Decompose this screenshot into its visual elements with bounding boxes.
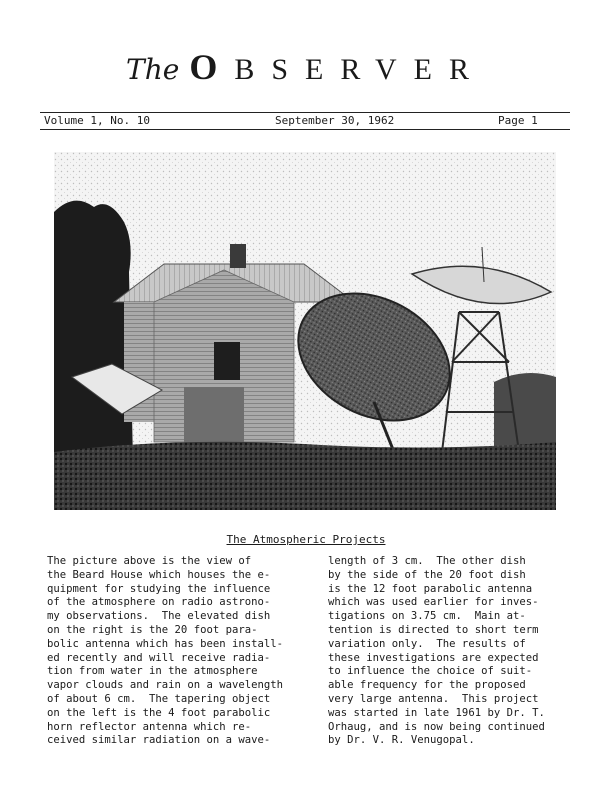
issue-page: Page 1 <box>498 114 538 127</box>
article-line: bolic antenna which has been install- <box>47 637 283 650</box>
observatory-photo <box>54 152 556 510</box>
article-line: was started in late 1961 by Dr. T. <box>328 706 545 719</box>
article-line: on the left is the 4 foot parabolic <box>47 706 271 719</box>
article-line: is the 12 foot parabolic antenna <box>328 582 533 595</box>
issue-date: September 30, 1962 <box>275 114 395 127</box>
issue-volume: Volume 1, No. 10 <box>44 114 150 127</box>
article-line: tention is directed to short term <box>328 623 539 636</box>
article-title: The Atmospheric Projects <box>226 533 386 546</box>
article-line: by Dr. V. R. Venugopal. <box>328 734 475 747</box>
article-line: quipment for studying the influence <box>47 582 271 595</box>
article-line: tigations on 3.75 cm. Main at- <box>328 610 526 623</box>
article-line: very large antenna. This project <box>328 692 539 705</box>
article-line: horn reflector antenna which re- <box>47 720 252 733</box>
masthead-title <box>189 47 486 87</box>
article-line: variation only. The results of <box>328 637 526 650</box>
masthead <box>0 46 612 96</box>
article-line: the Beard House which houses the e- <box>47 568 271 581</box>
article-column-left <box>47 555 283 748</box>
issue-line <box>44 114 544 128</box>
article-line: these investigations are expected <box>328 651 539 664</box>
photo-house-chimney <box>230 244 246 268</box>
article-line: of the atmosphere on radio astrono- <box>47 596 271 609</box>
article-line: ceived similar radiation on a wave- <box>47 734 271 747</box>
masthead-the: The <box>126 53 180 86</box>
article-line: The picture above is the view of <box>47 555 252 567</box>
article-line: vapor clouds and rain on a wavelength <box>47 679 283 692</box>
article-line: ed recently and will receive radia- <box>47 651 271 664</box>
header-rule-bottom <box>40 129 570 130</box>
article-line: to influence the choice of suit- <box>328 665 533 678</box>
article-line: of about 6 cm. The tapering object <box>47 692 271 705</box>
article-line: on the right is the 20 foot para- <box>47 623 258 636</box>
masthead-title-rest: BSERVER <box>234 53 486 86</box>
article-line: my observations. The elevated dish <box>47 610 271 623</box>
article-line: able frequency for the proposed <box>328 679 526 692</box>
article-line: Orhaug, and is now being continued <box>328 720 545 733</box>
article-line: tion from water in the atmosphere <box>47 665 258 678</box>
photo-ground <box>54 442 556 510</box>
article-line: by the side of the 20 foot dish <box>328 568 526 581</box>
photo-house-window <box>214 342 240 380</box>
header-rule-top <box>40 112 570 113</box>
article-line: which was used earlier for inves- <box>328 596 539 609</box>
article-column-right <box>328 555 545 748</box>
article-line: length of 3 cm. The other dish <box>328 555 526 567</box>
masthead-title-initial: O <box>189 47 235 87</box>
